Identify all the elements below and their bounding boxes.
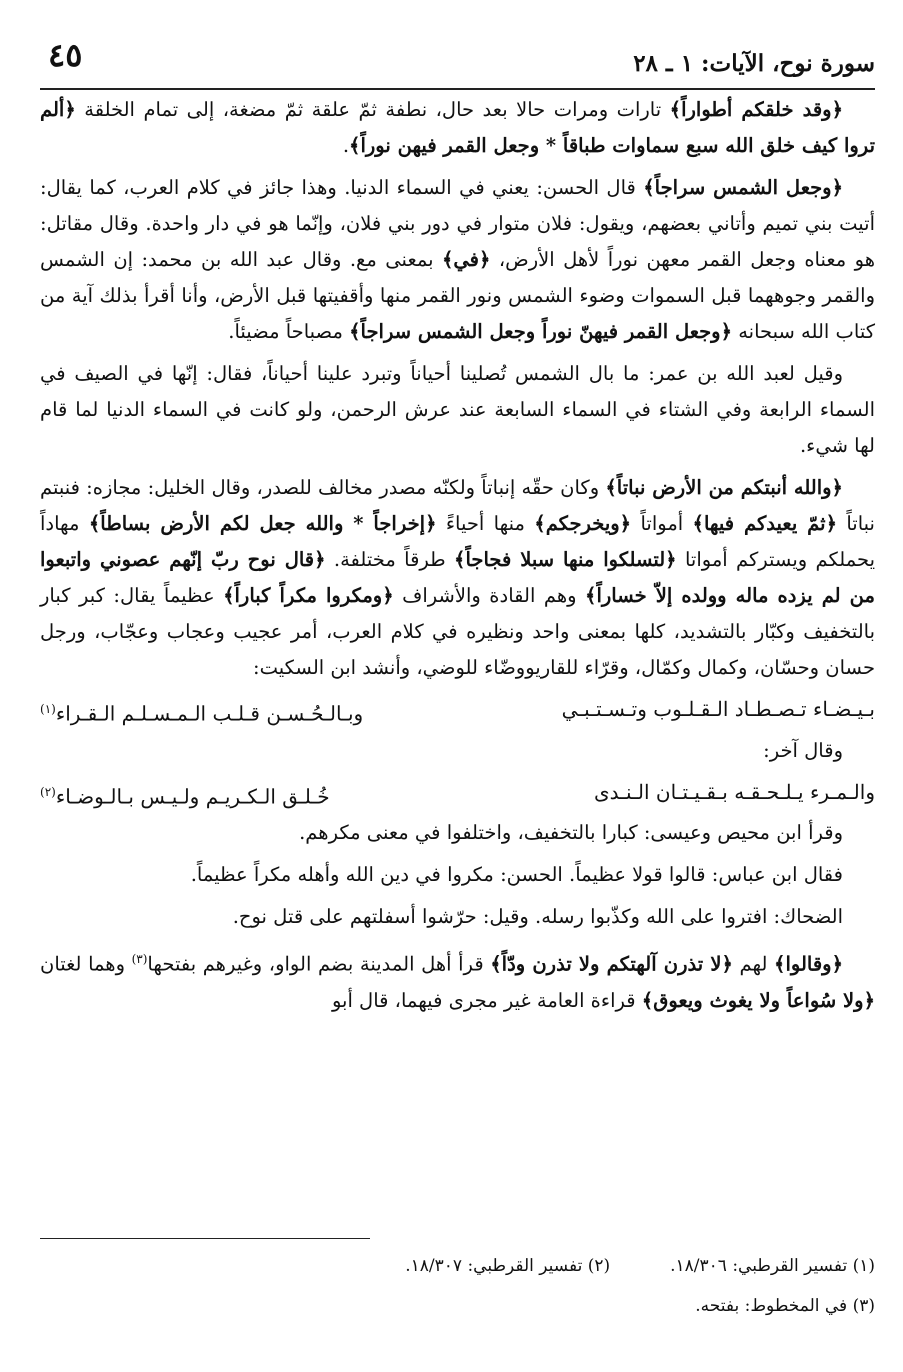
paragraph: وقرأ ابن محيص وعيسى: كبارا بالتخفيف، واختلفوا في معنى مكرهم. <box>299 821 843 845</box>
text: . <box>342 134 350 157</box>
quran-quote: ﴿وقالوا﴾ <box>774 952 843 976</box>
footnote-divider <box>40 1238 370 1239</box>
text: وكان حقّه إنباتاً ولكنّه مصدر مخالف للصدر، وقال الخليل: مجازه: فنبتم نباتاً <box>40 476 875 535</box>
footnote: (١) تفسير القرطبي: ١٨/٣٠٦. <box>670 1256 875 1276</box>
text: وهم القادة والأشراف <box>393 584 586 607</box>
paragraph <box>40 941 875 1019</box>
quran-quote: ﴿ومكروا مكراً كباراً﴾ <box>223 584 394 607</box>
quran-quote: ﴿وجعل القمر فيهنّ نوراً وجعل الشمس سراجاً﴾ <box>349 320 733 343</box>
verse-text: خُـلـق الـكـريـم ولـيـس بـالـوضـاء <box>55 784 330 809</box>
verse-second-hemistich <box>40 690 363 733</box>
quran-quote: ﴿ويخرجكم﴾ <box>534 512 632 535</box>
verse-text: وبـالـحُـسـن قـلـب الـمـسـلـم الـقـراء <box>55 701 364 726</box>
quran-quote: ﴿لتسلكوا منها سبلا فجاجاً﴾ <box>454 548 677 571</box>
page-title: سورة نوح، الآيات: ١ ـ ٢٨ <box>633 50 875 77</box>
text: قال الحسن: يعني في السماء الدنيا. وهذا جائز في كلام العرب، كما يقال: أتيت بني تميم وأتاني بعضهم، ويقول: فلان متوار في دور بني فلان، وإنّما هو في دار واحدة. وقال مقاتل: هو معناه وجعل القمر معهن نوراً لأهل الأرض، <box>40 176 875 271</box>
paragraph <box>40 470 875 686</box>
page-header <box>40 36 875 90</box>
text: قرأ أهل المدينة بضم الواو، وغيرهم بفتحها <box>147 952 491 976</box>
text: لهم <box>732 952 775 976</box>
footnote-marker: (٢) <box>40 784 56 799</box>
paragraph: فقال ابن عباس: قالوا قولا عظيماً. الحسن: مكروا في دين الله وأهله مكراً عظيماً. <box>190 863 843 887</box>
text: طرقاً مختلفة. <box>325 548 455 571</box>
quran-quote: ﴿إخراجاً * والله جعل لكم الأرض بساطاً﴾ <box>88 512 437 535</box>
text: عظيماً يقال: كبر كبار بالتخفيف وكبّار بالتشديد، كلها بمعنى واحد ونظيره في كلام العرب، أمر عجيب وعجاب وعجّاب، ورجل حسان وحسّان، وكمال وكمّال، وقرّاء للقاريووضّاء للوضي، وأنشد ابن السكيت: <box>40 584 875 679</box>
footnote-marker: (٣) <box>131 952 148 967</box>
footnotes-row <box>40 1252 875 1280</box>
verse-first-hemistich: بـيـضـاء تـصـطـاد الـقـلـوب وتـسـتـبـي <box>561 697 875 721</box>
quran-quote: ﴿قال نوح ربّ إنّهم عصوني واتبعوا من لم يزده ماله وولده إلاّ خساراً﴾ <box>40 548 875 607</box>
paragraph: وقيل لعبد الله بن عمر: ما بال الشمس تُصلينا أحياناً وتبرد علينا أحياناً، فقال: إنّها في الصيف في السماء الرابعة وفي الشتاء في السماء السابعة عند عرش الرحمن، ولو كانت في السماء الدنيا لما قام لها شيء. <box>40 362 875 457</box>
footnote: (٢) تفسير القرطبي: ١٨/٣٠٧. <box>405 1256 611 1276</box>
text: مهاداً يحملكم ويستركم أمواتا <box>40 512 876 571</box>
verse-first-hemistich: والـمـرء يـلـحـقـه بـقـيـتـان الـنـدى <box>593 779 875 804</box>
text: وهما لغتان <box>40 952 132 976</box>
poem-verse <box>40 690 875 733</box>
quran-quote: ﴿وجعل الشمس سراجاً﴾ <box>643 176 843 199</box>
main-text <box>40 92 875 1019</box>
paragraph: وقال آخر: <box>763 738 843 762</box>
quran-quote: ﴿وقد خلقكم أطواراً﴾ <box>669 98 843 121</box>
footnote-marker: (١) <box>40 702 56 716</box>
text: قراءة العامة غير مجرى فيهما، قال أبو <box>331 988 642 1012</box>
footnote: (٣) في المخطوط: بفتحه. <box>695 1296 875 1316</box>
text: منها أحياءً <box>436 512 535 535</box>
quran-quote: ﴿لا تذرن آلهتكم ولا تذرن ودّاً﴾ <box>490 952 733 976</box>
paragraph <box>40 170 875 350</box>
text: مصباحاً مضيئاً. <box>228 320 350 343</box>
quran-quote: ﴿والله أنبتكم من الأرض نباتاً﴾ <box>605 476 843 499</box>
text: أمواتاً <box>631 512 693 535</box>
quran-quote: ﴿في﴾ <box>441 248 491 271</box>
paragraph: الضحاك: افتروا على الله وكذّبوا رسله. وقيل: حرّشوا أسفلتهم على قتل نوح. <box>232 905 843 929</box>
text: بمعنى مع. وقال عبد الله بن محمد: إن الشمس والقمر وجوههما قبل السموات وضوء الشمس ونور القمر منها وأقفيتها قبل الأرض، وأنا أقرأ بذلك آية من كتاب الله سبحانه <box>40 248 875 343</box>
quran-quote: ﴿ثمّ يعيدكم فيها﴾ <box>692 512 838 535</box>
poem-verse <box>40 773 875 816</box>
page-number: ٤٥ <box>48 36 83 74</box>
quran-quote: ﴿ولا سُواعاً ولا يغوث ويعوق﴾ <box>641 988 875 1012</box>
text: تارات ومرات حالا بعد حال، نطفة ثمّ علقة ثمّ مضغة، إلى تمام الخلقة <box>75 98 670 121</box>
paragraph <box>40 92 875 164</box>
quran-quote: ﴿ألم تروا كيف خلق الله سبع سماوات طباقاً * وجعل القمر فيهن نوراً﴾ <box>40 98 875 157</box>
verse-second-hemistich <box>40 773 330 816</box>
